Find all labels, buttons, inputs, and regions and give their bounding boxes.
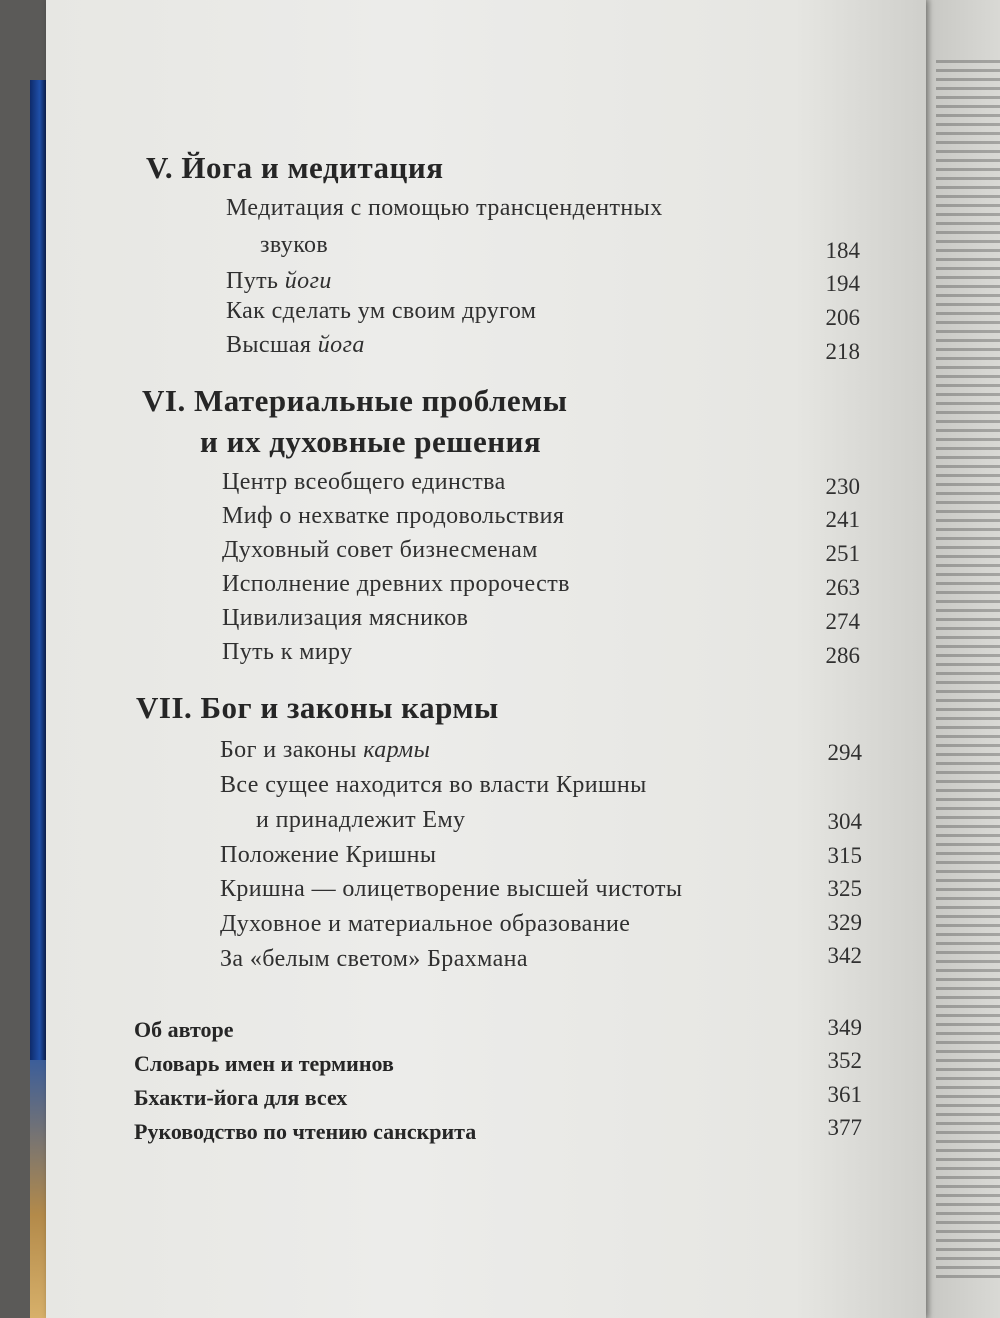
toc-entry: Исполнение древних пророчеств bbox=[222, 571, 570, 597]
toc-entry-italic: йога bbox=[317, 332, 365, 358]
toc-entry-line1: Все сущее находится во власти Кришны bbox=[220, 772, 647, 798]
toc-page-number: 251 bbox=[825, 541, 860, 566]
backmatter-entry: Руководство по чтению санскрита bbox=[134, 1119, 477, 1144]
toc-entry: Центр всеобщего единства bbox=[222, 469, 506, 495]
backmatter-entry: Бхакти-йога для всех bbox=[134, 1085, 348, 1110]
toc-entry-line1: Медитация с помощью трансцендентных bbox=[226, 195, 663, 221]
toc-entry: Миф о нехватке продовольствия bbox=[222, 503, 565, 529]
toc-entry: Духовный совет бизнесменам bbox=[222, 537, 538, 563]
toc-page-number: 241 bbox=[825, 507, 860, 532]
toc-entry: Путь к миру bbox=[222, 639, 353, 665]
toc-page-number: 342 bbox=[827, 943, 862, 968]
toc-page-number: 361 bbox=[827, 1082, 862, 1107]
toc-entry: За «белым светом» Брахмана bbox=[220, 946, 528, 972]
toc-page-number: 304 bbox=[827, 809, 862, 834]
toc-entry bbox=[226, 332, 365, 359]
section-heading-v: V. Йога и медитация bbox=[146, 150, 444, 185]
toc-page-number: 218 bbox=[825, 339, 860, 364]
toc-page-number: 377 bbox=[827, 1115, 862, 1140]
toc-page-number: 263 bbox=[825, 575, 860, 600]
toc-entry-italic: кармы bbox=[363, 737, 431, 763]
toc-page-number: 274 bbox=[825, 609, 860, 634]
toc-page-number: 230 bbox=[825, 474, 860, 499]
toc-page-number: 206 bbox=[825, 305, 860, 330]
section-heading-vii: VII. Бог и законы кармы bbox=[136, 690, 499, 725]
toc-page-number: 194 bbox=[825, 271, 860, 296]
toc-page-number: 315 bbox=[827, 843, 862, 868]
backmatter-entry: Об авторе bbox=[134, 1017, 234, 1042]
contents-page bbox=[46, 0, 926, 1318]
facing-page-text-lines bbox=[936, 60, 1000, 1280]
toc-entry: Цивилизация мясников bbox=[222, 605, 469, 631]
toc-entry-text: Путь bbox=[226, 268, 285, 294]
section-heading-vi-line2: и их духовные решения bbox=[200, 424, 542, 459]
toc-page-number: 329 bbox=[827, 910, 862, 935]
backmatter-entry: Словарь имен и терминов bbox=[134, 1051, 394, 1076]
toc-entry: Кришна — олицетворение высшей чистоты bbox=[220, 876, 683, 902]
toc-page-number: 352 bbox=[827, 1048, 862, 1073]
toc-page-number: 325 bbox=[827, 876, 862, 901]
toc-page-number: 349 bbox=[827, 1015, 862, 1040]
book-cover-edge-lower bbox=[30, 1060, 46, 1318]
toc-entry: Духовное и материальное образование bbox=[220, 911, 631, 937]
toc-entry-line2: звуков bbox=[260, 232, 329, 258]
toc-entry-text: Высшая bbox=[226, 332, 318, 358]
toc-entry: Как сделать ум своим другом bbox=[226, 298, 537, 324]
toc-page-number: 184 bbox=[825, 238, 860, 263]
toc-page-number: 286 bbox=[825, 643, 860, 668]
toc-entry-line2: и принадлежит Ему bbox=[256, 807, 466, 833]
toc-entry-italic: йоги bbox=[284, 268, 332, 294]
toc-entry bbox=[220, 737, 430, 764]
section-heading-vi-line1: VI. Материальные проблемы bbox=[142, 383, 568, 418]
toc-entry-text: Бог и законы bbox=[220, 737, 364, 763]
facing-page bbox=[918, 0, 1000, 1318]
toc-page-number: 294 bbox=[827, 740, 862, 765]
toc-entry bbox=[226, 268, 332, 295]
toc-entry: Положение Кришны bbox=[220, 842, 437, 868]
